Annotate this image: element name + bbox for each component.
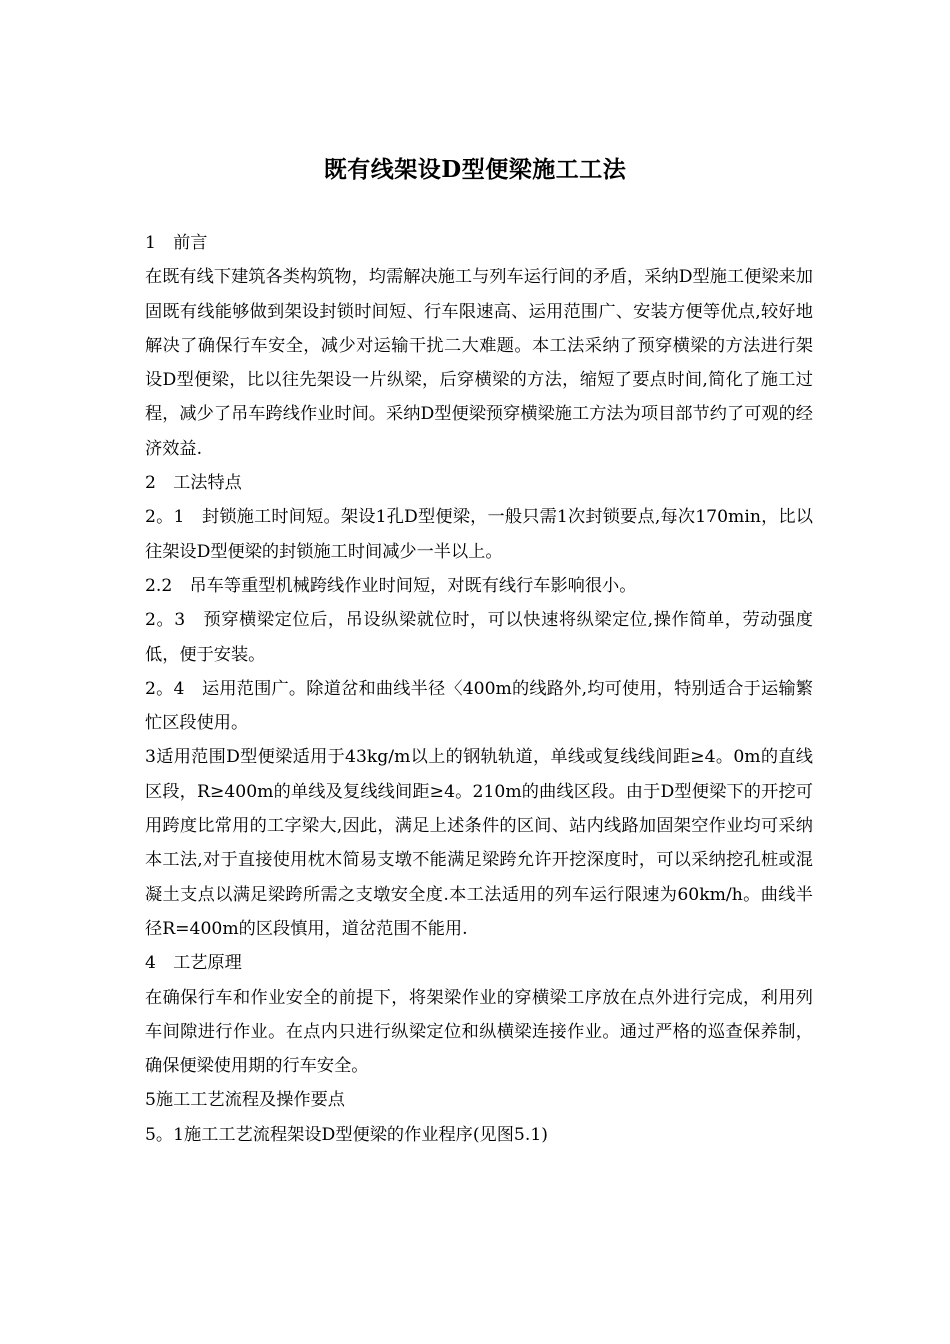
section-heading-features: 2 工法特点 — [145, 473, 242, 494]
document-body — [145, 226, 813, 1152]
paragraph-scope: 3适用范围D型便梁适用于43kg/m以上的钢轨轨道，单线或复线线间距≥4。0m的直线区段，R≥400m的单线及复线线间距≥4。210m的曲线区段。由于D型便梁下的开挖可用跨度比常用的工字梁大,因此，满足上述条件的区间、站内线路加固架空作业均可采纳本工法,对于直接使用枕木简易支墩不能满足梁跨允许开挖深度时，可以采纳挖孔桩或混凝土支点以满足梁跨所需之支墩安全度.本工法适用的列车运行限速为60km/h。曲线半径R=400m的区段慎用，道岔范围不能用. — [145, 747, 813, 939]
paragraph-feature-2-4: 2。4 运用范围广。除道岔和曲线半径〈400m的线路外,均可使用，特别适合于运输繁忙区段使用。 — [145, 678, 813, 734]
paragraph-feature-2-3: 2。3 预穿横梁定位后，吊设纵梁就位时，可以快速将纵梁定位,操作简单，劳动强度低，便于安装。 — [145, 610, 813, 665]
paragraph-process-5-1: 5。1施工工艺流程架设D型便梁的作业程序(见图5.1) — [145, 1124, 548, 1145]
section-heading-process: 5施工工艺流程及操作要点 — [145, 1090, 345, 1111]
paragraph-feature-2-1: 2。1 封锁施工时间短。架设1孔D型便梁，一般只需1次封锁要点,每次170min，比以往架设D型便梁的封锁施工时间减少一半以上。 — [145, 507, 813, 562]
section-heading-preface: 1 前言 — [145, 233, 208, 253]
section-heading-principle: 4 工艺原理 — [145, 953, 242, 974]
document-title: 既有线架设D型便梁施工工法 — [323, 156, 627, 183]
paragraph-principle: 在确保行车和作业安全的前提下，将架梁作业的穿横梁工序放在点外进行完成，利用列车间隙进行作业。在点内只进行纵梁定位和纵横梁连接作业。通过严格的巡查保养制，确保便梁使用期的行车安全。 — [145, 987, 813, 1077]
paragraph-preface: 在既有线下建筑各类构筑物，均需解决施工与列车运行间的矛盾，采纳D型施工便梁来加固既有线能够做到架设封锁时间短、行车限速高、运用范围广、安装方便等优点,较好地解决了确保行车安全，减少对运输干扰二大难题。本工法采纳了预穿横梁的方法进行架设D型便梁，比以往先架设一片纵梁，后穿横梁的方法，缩短了要点时间,简化了施工过程，减少了吊车跨线作业时间。采纳D型便梁预穿横梁施工方法为项目部节约了可观的经济效益. — [145, 267, 813, 459]
paragraph-feature-2-2: 2.2 吊车等重型机械跨线作业时间短，对既有线行车影响很小。 — [145, 575, 637, 596]
